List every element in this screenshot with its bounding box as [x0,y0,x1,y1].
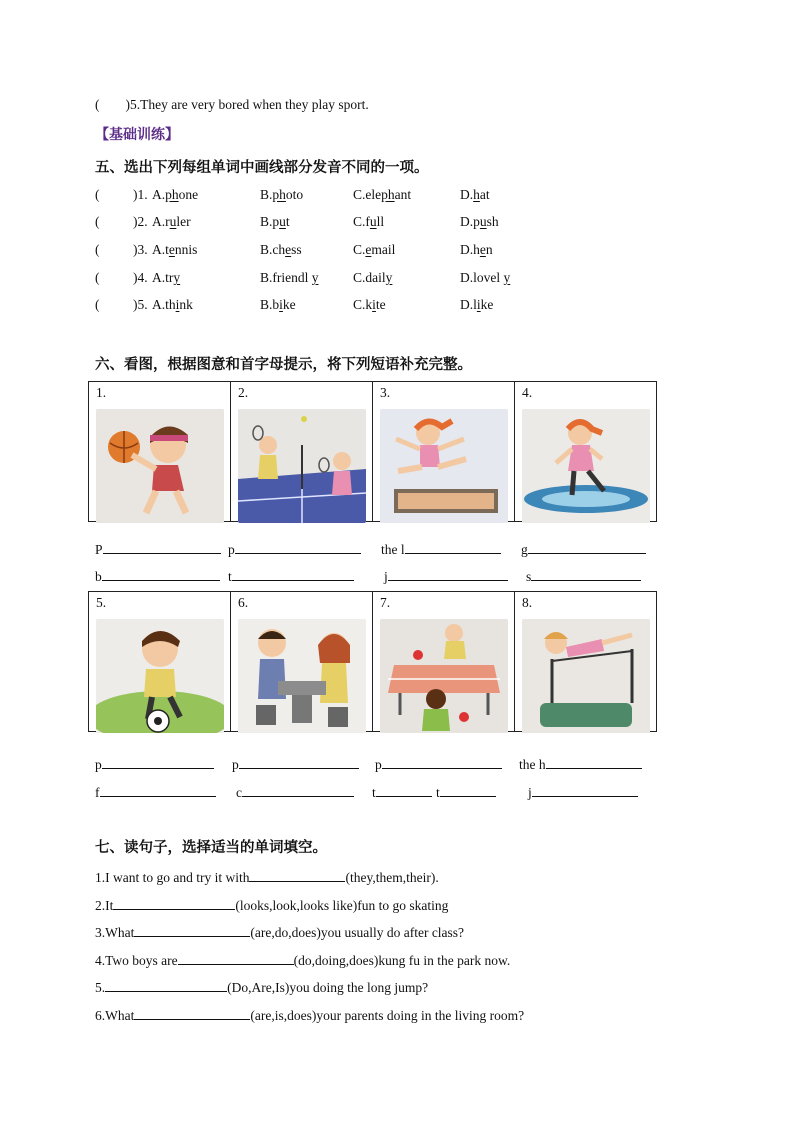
hint-blank[interactable]: p [95,754,214,773]
hint-blank[interactable]: t [372,782,432,801]
option-d[interactable]: D.like [460,297,494,312]
option-a[interactable]: A.think [152,297,193,312]
hint-blank[interactable]: g [521,539,646,558]
option-b[interactable]: B.bike [260,297,296,312]
hint-blank[interactable]: f [95,782,216,801]
option-a[interactable]: A.tennis [152,242,198,257]
option-c[interactable]: C.daily [353,270,393,285]
picture-cell-4: 4. [515,382,657,522]
answer-blank[interactable] [105,977,227,992]
picture-table-row-2 [88,591,657,732]
tennis-players-icon [238,409,366,523]
question-text: 5.They are very bored when they play sport. [130,97,369,112]
hint-blank[interactable]: p [232,754,359,773]
option-a[interactable]: A.ruler [152,214,191,229]
option-c[interactable]: C.email [353,242,396,257]
answer-paren-open[interactable]: ( [95,187,100,202]
answer-paren-open[interactable]: ( [95,242,100,257]
picture-cell-1: 1. [89,382,231,522]
picture-cell-8: 8. [515,592,657,732]
picture-cell-6: 6. [231,592,373,732]
table-tennis-icon [380,619,508,733]
hint-blank[interactable]: c [236,782,354,801]
option-b[interactable]: B.put [260,214,290,229]
sentence-4: 4.Two boys are (do,doing,does)kung fu in the park now. [95,950,510,969]
picture-cell-5: 5. [89,592,231,732]
answer-paren-open[interactable]: ( [95,97,100,112]
sentence-6: 6.What (are,is,does)your parents doing in the living room? [95,1005,524,1024]
hint-blank[interactable]: j [528,782,638,801]
hint-blank[interactable]: j [384,566,508,585]
answer-blank[interactable] [134,1005,250,1020]
picture-table-row-1 [88,381,657,522]
hint-blank[interactable]: s [526,566,641,585]
hint-blank[interactable]: b [95,566,220,585]
question-number: )2. [133,214,148,229]
long-jump-icon [380,409,508,523]
hint-blank[interactable]: P [95,539,221,558]
option-d[interactable]: D.push [460,214,499,229]
ice-skating-icon [522,409,650,523]
hint-blank[interactable]: t [436,782,496,801]
hint-blank[interactable]: p [228,539,361,558]
answer-blank[interactable] [178,950,294,965]
question-number: )3. [133,242,148,257]
option-d[interactable]: D.lovel y [460,270,511,285]
sentence-1: 1.I want to go and try it with (they,them,their). [95,867,439,886]
hint-blank[interactable]: t [228,566,354,585]
question-4-5: ( )5.They are very bored when they play sport. [95,97,369,112]
answer-blank[interactable] [134,922,250,937]
answer-paren-open[interactable]: ( [95,214,100,229]
football-player-icon [96,619,224,733]
basic-training-tag: 【基础训练】 [95,127,179,143]
option-a[interactable]: A.phone [152,187,199,202]
high-jump-icon [522,619,650,733]
picture-cell-2: 2. [231,382,373,522]
sentence-3: 3.What (are,do,does)you usually do after class? [95,922,464,941]
hint-blank[interactable]: p [375,754,502,773]
option-c[interactable]: C.elephant [353,187,412,202]
question-number: )4. [133,270,148,285]
section-5-title: 五、选出下列每组单词中画线部分发音不同的一项。 [95,160,429,176]
question-number: )1. [133,187,148,202]
section-6-title: 六、看图，根据图意和首字母提示，将下列短语补充完整。 [95,357,472,373]
option-d[interactable]: D.hat [460,187,490,202]
picture-cell-7: 7. [373,592,515,732]
basketball-player-icon [96,409,224,523]
section-7-title: 七、读句子，选择适当的单词填空。 [95,840,327,856]
picture-cell-3: 3. [373,382,515,522]
hint-blank[interactable]: the l [381,539,501,558]
option-d[interactable]: D.hen [460,242,493,257]
sentence-2: 2.It (looks,look,looks like)fun to go skating [95,895,448,914]
option-b[interactable]: B.friendl y [260,270,319,285]
sentence-5: 5. (Do,Are,Is)you doing the long jump? [95,977,428,996]
answer-blank[interactable] [113,895,235,910]
answer-paren-open[interactable]: ( [95,297,100,312]
answer-blank[interactable] [249,867,345,882]
question-number: )5. [133,297,148,312]
option-c[interactable]: C.kite [353,297,386,312]
answer-paren-open[interactable]: ( [95,270,100,285]
option-c[interactable]: C.full [353,214,385,229]
option-b[interactable]: B.chess [260,242,302,257]
option-b[interactable]: B.photo [260,187,304,202]
option-a[interactable]: A.try [152,270,181,285]
chess-players-icon [238,619,366,733]
hint-blank[interactable]: the h [519,754,642,773]
